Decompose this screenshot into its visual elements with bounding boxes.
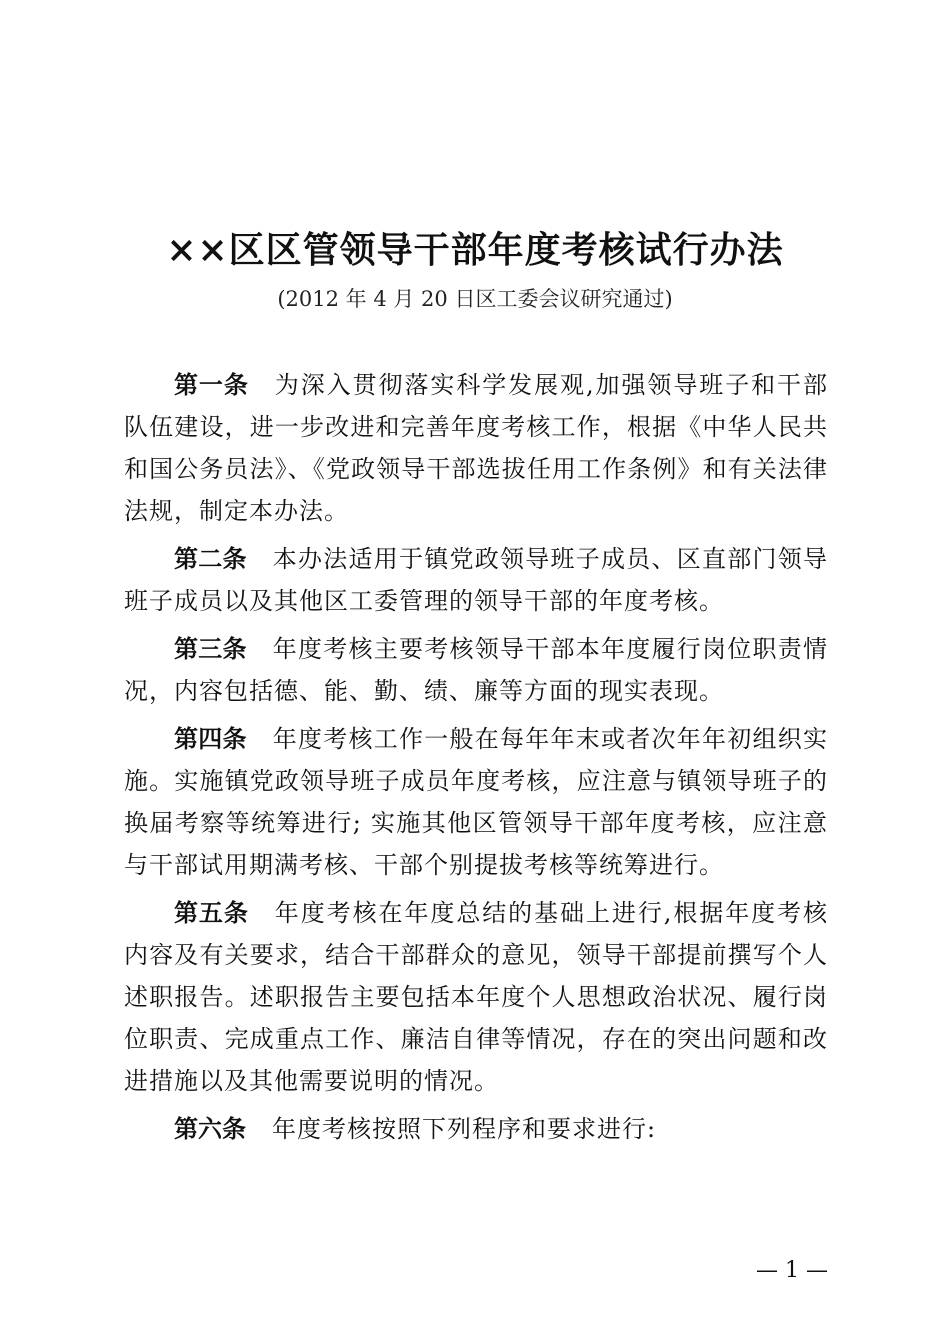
article-3-text: 年度考核主要考核领导干部本年度履行岗位职责情况，内容包括德、能、勤、绩、廉等方面的现实表现。 <box>124 635 828 705</box>
document-body <box>124 364 828 1156</box>
article-2-text: 本办法适用于镇党政领导班子成员、区直部门领导班子成员以及其他区工委管理的领导干部的年度考核。 <box>124 545 828 615</box>
article-4-text: 年度考核工作一般在每年年末或者次年年初组织实施。实施镇党政领导班子成员年度考核，应注意与镇领导班子的换届考察等统筹进行; 实施其他区管领导干部年度考核，应注意与干部试用期满考核、干部个别提拔考核等统筹进行。 <box>124 725 828 879</box>
article-1-text: 为深入贯彻落实科学发展观,加强领导班子和干部队伍建设，进一步改进和完善年度考核工作，根据《中华人民共和国公务员法》、《党政领导干部选拔任用工作条例》和有关法律法规，制定本办法。 <box>124 371 828 525</box>
page-number: — 1 — <box>756 1258 828 1283</box>
article-6-label: 第六条 <box>174 1115 246 1143</box>
article-3-label: 第三条 <box>174 635 247 663</box>
article-6-text: 年度考核按照下列程序和要求进行: <box>272 1115 657 1143</box>
article-2-label: 第二条 <box>174 545 247 573</box>
article-4 <box>124 718 828 886</box>
article-6 <box>124 1108 828 1150</box>
document-title: ××区区管领导干部年度考核试行办法 <box>166 229 784 271</box>
article-1 <box>124 364 828 532</box>
article-3 <box>124 628 828 712</box>
article-4-label: 第四条 <box>174 725 247 753</box>
article-5 <box>124 892 828 1102</box>
document-subtitle: (2012 年 4 月 20 日区工委会议研究通过) <box>277 287 673 311</box>
article-1-label: 第一条 <box>174 371 249 399</box>
article-2 <box>124 538 828 622</box>
article-5-label: 第五条 <box>174 899 249 927</box>
article-5-text: 年度考核在年度总结的基础上进行,根据年度考核内容及有关要求，结合干部群众的意见，领导干部提前撰写个人述职报告。述职报告主要包括本年度个人思想政治状况、履行岗位职责、完成重点工作、廉洁自律等情况，存在的突出问题和改进措施以及其他需要说明的情况。 <box>124 899 828 1095</box>
